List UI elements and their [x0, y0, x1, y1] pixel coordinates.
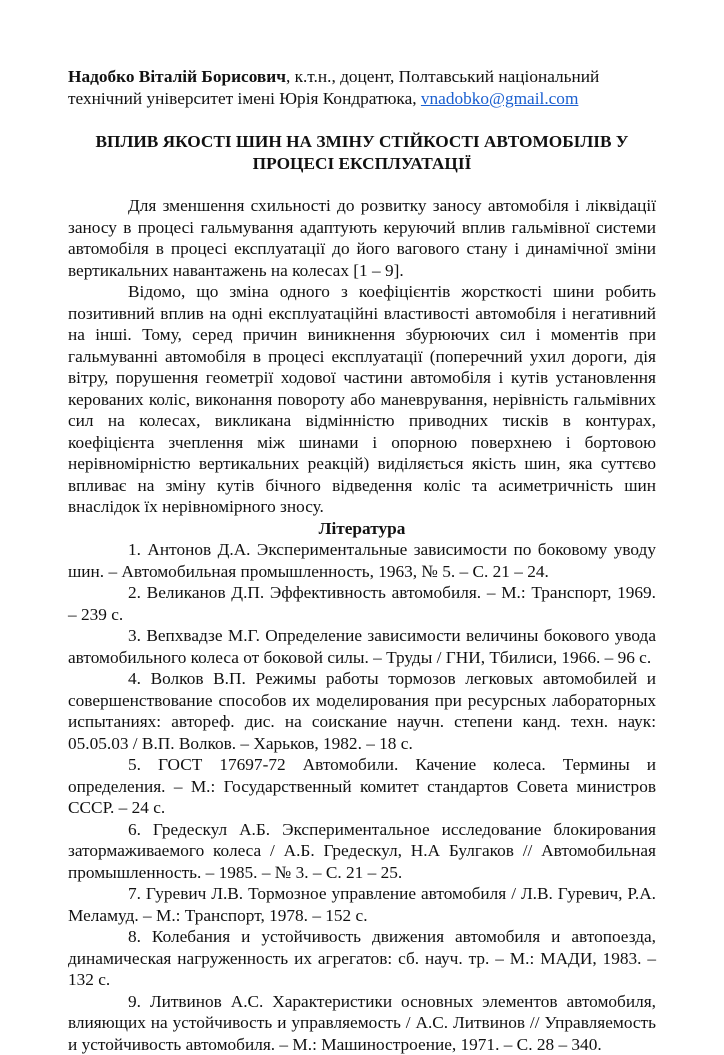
references-heading: Література — [68, 518, 656, 540]
reference-item: 7. Гуревич Л.В. Тормозное управление автомобиля / Л.В. Гуревич, Р.А. Меламуд. – М.: Транспорт, 1978. – 152 с. — [68, 883, 656, 926]
author-email-link[interactable]: vnadobko@gmail.com — [421, 89, 579, 108]
reference-item: 2. Великанов Д.П. Эффективность автомобиля. – М.: Транспорт, 1969. – 239 с. — [68, 582, 656, 625]
document-page — [68, 66, 656, 1055]
author-info — [68, 66, 656, 109]
article-title: ВПЛИВ ЯКОСТІ ШИН НА ЗМІНУ СТІЙКОСТІ АВТОМОБІЛІВ У ПРОЦЕСІ ЕКСПЛУАТАЦІЇ — [68, 131, 656, 174]
body-paragraph: Для зменшення схильності до розвитку заносу автомобіля і ліквідації заносу в процесі гальмування адаптують керуючий вплив гальмівної системи автомобіля в процесі експлуатації до його вагового стану і динамічної зміни вертикальних навантажень на колесах [1 – 9]. — [68, 195, 656, 281]
reference-item: 5. ГОСТ 17697-72 Автомобили. Качение колеса. Термины и определения. – М.: Государственный комитет стандартов Совета министров СССР. – 24 с. — [68, 754, 656, 819]
reference-item: 6. Гредескул А.Б. Экспериментальное исследование блокирования затормаживаемого колеса / А.Б. Гредескул, Н.А Булгаков // Автомобильная промышленность. – 1985. – № 3. – С. 21 – 25. — [68, 819, 656, 884]
author-name: Надобко Віталій Борисович — [68, 67, 286, 86]
reference-item: 4. Волков В.П. Режимы работы тормозов легковых автомобилей и совершенствование способов их моделирования при ресурсных лабораторных испытаниях: автореф. дис. на соискание научн. степени канд. техн. наук: 05.05.03 / В.П. Волков. – Харьков, 1982. – 18 с. — [68, 668, 656, 754]
reference-item: 1. Антонов Д.А. Экспериментальные зависимости по боковому уводу шин. – Автомобильная промышленность, 1963, № 5. – С. 21 – 24. — [68, 539, 656, 582]
author-affiliation: , к.т.н., доцент, Полтавський національний технічний університет імені Юрія Кондратюка, — [68, 67, 599, 108]
reference-item: 3. Вепхвадзе М.Г. Определение зависимости величины бокового увода автомобильного колеса от боковой силы. – Труды / ГНИ, Тбилиси, 1966. – 96 с. — [68, 625, 656, 668]
body-paragraph: Відомо, що зміна одного з коефіцієнтів жорсткості шини робить позитивний вплив на одні експлуатаційні властивості автомобіля і негативний на інші. Тому, серед причин виникнення збурюючих сил і моментів при гальмуванні автомобіля в процесі експлуатації (поперечний ухил дороги, дія вітру, порушення геометрії ходової частини автомобіля і кутів установлення керованих коліс, виконання повороту або маневрування, нерівність гальмівних сил на колесах, викликана відмінністю приводних тисків в контурах, коефіцієнта зчеплення між шинами і опорною поверхнею і бортовою нерівномірністю вертикальних реакцій) виділяється якість шин, яка суттєво впливає на зміну кутів бічного відведення коліс та асиметричність шин внаслідок їх нерівномірного зносу. — [68, 281, 656, 518]
reference-item: 8. Колебания и устойчивость движения автомобиля и автопоезда, динамическая нагруженность их агрегатов: сб. науч. тр. – М.: МАДИ, 1983. – 132 с. — [68, 926, 656, 991]
reference-item: 9. Литвинов А.С. Характеристики основных элементов автомобиля, влияющих на устойчивость и управляемость / А.С. Литвинов // Управляемость и устойчивость автомобиля. – М.: Машиностроение, 1971. – С. 28 – 340. — [68, 991, 656, 1055]
